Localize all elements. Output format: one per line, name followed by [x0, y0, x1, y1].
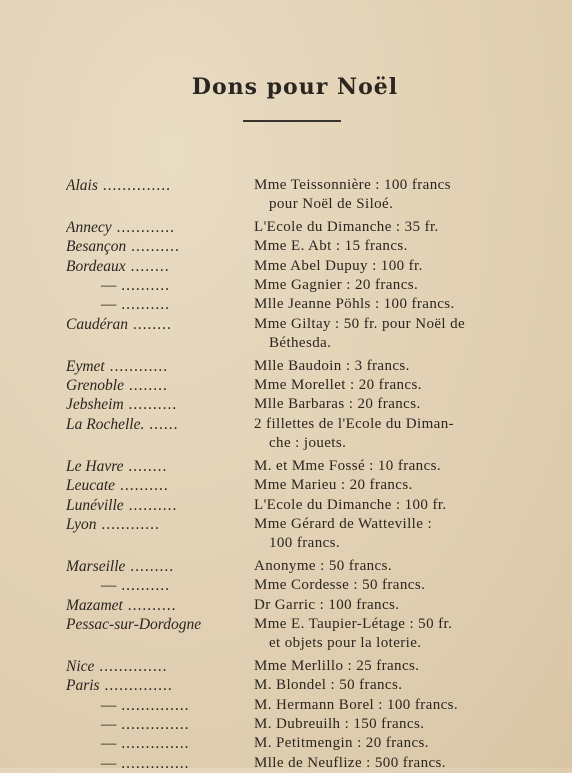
title-rule	[243, 120, 341, 122]
donation-text	[254, 576, 554, 595]
donation-line: Mme Marieu : 20 francs.	[254, 477, 413, 494]
donation-entry	[0, 715, 572, 734]
donor-city	[66, 576, 240, 595]
donor-city	[66, 496, 240, 515]
donation-line: Anonyme : 50 francs.	[254, 557, 392, 574]
dot-leader: ..............	[116, 715, 190, 733]
donor-city	[66, 176, 240, 195]
donation-entry	[0, 315, 572, 354]
donor-city	[66, 754, 240, 773]
donation-line: Mme Merlillo : 25 francs.	[254, 657, 420, 674]
donation-entry	[0, 276, 572, 295]
donation-text	[254, 218, 554, 237]
donation-text	[254, 476, 554, 495]
donation-line: Mme E. Abt : 15 francs.	[254, 238, 408, 255]
donation-entry	[0, 237, 572, 256]
donation-text	[254, 237, 554, 256]
donation-text	[254, 415, 554, 454]
donation-line: Mlle Baudoin : 3 francs.	[254, 357, 410, 374]
donation-line: Mlle de Neuflize : 500 francs.	[254, 754, 446, 771]
donation-text	[254, 376, 554, 395]
donor-city	[66, 615, 240, 634]
donation-line: M. Petitmengin : 20 francs.	[254, 735, 429, 752]
donation-text	[254, 515, 554, 554]
dot-leader: ........	[128, 315, 172, 333]
donation-entry	[0, 657, 572, 676]
dot-leader: ..............	[116, 735, 190, 753]
donor-city	[66, 218, 240, 237]
city-name: —	[66, 296, 117, 314]
dot-leader: ..........	[126, 238, 180, 256]
donation-line: L'Ecole du Dimanche : 100 fr.	[254, 496, 447, 513]
donation-entry	[0, 734, 572, 753]
donor-city	[66, 457, 240, 476]
donation-text	[254, 615, 554, 654]
city-name: —	[66, 715, 117, 733]
dot-leader: ..............	[116, 696, 190, 714]
donation-text	[254, 696, 554, 715]
city-name: Pessac-sur-Dordogne	[66, 615, 202, 633]
dot-leader: ............	[111, 218, 175, 236]
city-name: Caudéran	[66, 315, 128, 333]
donation-text	[254, 754, 554, 773]
dot-leader: ......	[144, 415, 179, 433]
donation-text	[254, 276, 554, 295]
dot-leader: ..........	[123, 496, 178, 514]
donor-city	[66, 715, 240, 734]
donor-city	[66, 357, 240, 376]
donation-entry	[0, 515, 572, 554]
donation-line: Mme Gagnier : 20 francs.	[254, 277, 419, 294]
donor-city	[66, 657, 240, 676]
donation-text	[254, 315, 554, 354]
donor-city	[66, 596, 240, 615]
dot-leader: ..........	[116, 277, 170, 295]
dot-leader: ..............	[94, 657, 168, 675]
donation-text	[254, 257, 554, 276]
page-title: Dons pour Noël	[191, 74, 399, 100]
dot-leader: ..........	[115, 477, 169, 495]
donor-city	[66, 257, 240, 276]
donation-text	[254, 295, 554, 314]
dot-leader: ..............	[116, 754, 190, 772]
donation-line-continued: 100 francs.	[269, 535, 341, 552]
dot-leader: ..........	[116, 577, 170, 595]
donation-entry	[0, 395, 572, 414]
donor-city	[66, 395, 240, 414]
dot-leader: ........	[123, 457, 168, 475]
donation-line-continued: et objets pour la loterie.	[269, 635, 422, 652]
donation-line: M. et Mme Fossé : 10 francs.	[254, 457, 442, 474]
donation-entry	[0, 754, 572, 773]
city-name: —	[66, 277, 117, 295]
donation-entry	[0, 576, 572, 595]
donation-entry	[0, 476, 572, 495]
city-name: Eymet	[66, 357, 105, 375]
donation-entry	[0, 696, 572, 715]
donation-line: Mlle Jeanne Pöhls : 100 francs.	[254, 296, 455, 313]
dot-leader: ..........	[123, 396, 178, 414]
donation-entry	[0, 257, 572, 276]
donor-city	[66, 237, 240, 256]
donor-city	[66, 696, 240, 715]
city-name: Marseille	[66, 557, 126, 575]
donation-line: M. Blondel : 50 francs.	[254, 677, 403, 694]
donation-entry	[0, 295, 572, 314]
city-name: Lunéville	[66, 496, 124, 514]
donation-text	[254, 557, 554, 576]
dot-leader: ..........	[116, 296, 170, 314]
donation-list	[0, 176, 572, 773]
donation-entry	[0, 218, 572, 237]
donation-text	[254, 395, 554, 414]
donation-line: Mme Morellet : 20 francs.	[254, 377, 422, 394]
city-name: Nice	[66, 657, 95, 675]
donation-line: Mme Cordesse : 50 francs.	[254, 577, 426, 594]
dot-leader: ..............	[97, 177, 171, 194]
dot-leader: ............	[96, 515, 160, 533]
donation-text	[254, 176, 554, 215]
dot-leader: ............	[104, 357, 169, 375]
donation-text	[254, 596, 554, 615]
city-name: —	[66, 754, 117, 772]
donation-line: Mme Teissonnière : 100 francs	[254, 177, 451, 193]
city-name: —	[66, 696, 117, 714]
donation-entry	[0, 176, 572, 215]
donation-line: L'Ecole du Dimanche : 35 fr.	[254, 218, 439, 235]
city-name: Annecy	[66, 218, 112, 236]
donation-entry	[0, 496, 572, 515]
donor-city	[66, 295, 240, 314]
donor-city	[66, 315, 240, 334]
city-name: —	[66, 577, 117, 595]
city-name: Paris	[66, 677, 100, 695]
donation-line: Mme Giltay : 50 fr. pour Noël de	[254, 315, 466, 332]
donor-city	[66, 515, 240, 534]
city-name: La Rochelle.	[66, 415, 145, 433]
city-name: Le Havre	[66, 457, 124, 475]
donor-city	[66, 557, 240, 576]
donation-entry	[0, 376, 572, 395]
donor-city	[66, 476, 240, 495]
donation-entry	[0, 357, 572, 376]
donation-entry	[0, 457, 572, 476]
dot-leader: ........	[125, 257, 170, 275]
donation-entry	[0, 676, 572, 695]
donation-text	[254, 676, 554, 695]
dot-leader: .........	[125, 557, 175, 575]
donor-city	[66, 734, 240, 753]
donation-text	[254, 357, 554, 376]
donation-line: Mme Gérard de Watteville :	[254, 515, 433, 532]
donation-text	[254, 657, 554, 676]
city-name: Bordeaux	[66, 257, 126, 275]
donation-entry	[0, 596, 572, 615]
dot-leader: ..............	[99, 677, 173, 695]
city-name: Jebsheim	[66, 396, 124, 414]
city-name: Leucate	[66, 477, 116, 495]
donation-line: Mme E. Taupier-Létage : 50 fr.	[254, 615, 453, 632]
city-name: —	[66, 735, 117, 753]
donation-text	[254, 734, 554, 753]
donation-line: Mme Abel Dupuy : 100 fr.	[254, 257, 423, 274]
donation-line: 2 fillettes de l'Ecole du Diman-	[254, 415, 455, 432]
city-name: Grenoble	[66, 377, 124, 395]
city-name: Besançon	[66, 238, 127, 256]
donation-line: Mlle Barbaras : 20 francs.	[254, 396, 421, 413]
donation-entry	[0, 415, 572, 454]
donation-text	[254, 457, 554, 476]
donation-text	[254, 496, 554, 515]
donation-line-continued: Béthesda.	[269, 335, 332, 352]
donation-line: Dr Garric : 100 francs.	[254, 596, 400, 613]
donation-line-continued: che : jouets.	[269, 435, 347, 452]
city-name: Alais	[66, 177, 98, 194]
city-name: Mazamet	[66, 596, 123, 614]
donor-city	[66, 415, 240, 434]
donation-line-continued: pour Noël de Siloé.	[269, 196, 394, 213]
donation-entry	[0, 615, 572, 654]
dot-leader: ..........	[122, 596, 177, 614]
donor-city	[66, 676, 240, 695]
donation-entry	[0, 557, 572, 576]
donor-city	[66, 376, 240, 395]
donation-text	[254, 715, 554, 734]
city-name: Lyon	[66, 515, 97, 533]
dot-leader: ........	[123, 377, 168, 395]
donor-city	[66, 276, 240, 295]
donation-line: M. Hermann Borel : 100 francs.	[254, 696, 459, 713]
donation-line: M. Dubreuilh : 150 francs.	[254, 715, 425, 732]
